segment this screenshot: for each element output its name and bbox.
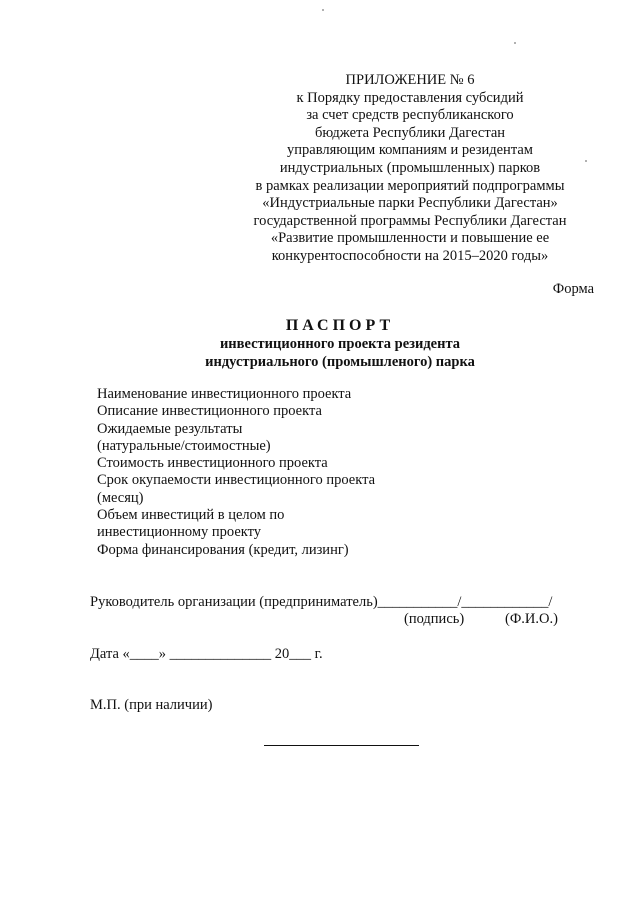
field-label: Стоимость инвестиционного проекта	[97, 455, 328, 472]
closing-divider	[264, 745, 419, 746]
appendix-line: бюджета Республики Дагестан	[314, 124, 506, 141]
passport-heading: ПАСПОРТ	[285, 317, 395, 334]
passport-subtitle-line1: инвестиционного проекта резидента	[219, 336, 461, 352]
appendix-line: ПРИЛОЖЕНИЕ № 6	[345, 72, 475, 88]
appendix-line: государственной программы Республики Дагестан	[253, 212, 567, 229]
field-label: Срок окупаемости инвестиционного проекта	[97, 472, 376, 489]
appendix-line: индустриальных (промышленных) парков	[279, 159, 541, 176]
signature-label-sign: (подпись)	[404, 611, 465, 627]
appendix-line: к Порядку предоставления субсидий	[296, 89, 524, 106]
field-label: Описание инвестиционного проекта	[97, 403, 322, 420]
appendix-line: управляющим компаниям и резидентам	[287, 142, 533, 159]
field-label: (месяц)	[97, 489, 144, 506]
appendix-line: «Развитие промышленности и повышение ее	[270, 230, 550, 247]
date-line: Дата «____» ______________ 20___ г.	[90, 646, 323, 662]
scan-speck	[585, 160, 587, 162]
signature-line: Руководитель организации (предприниматель)___________/____________/	[90, 594, 553, 610]
field-label: Наименование инвестиционного проекта	[97, 386, 352, 402]
passport-subtitle-line2: индустриального (промышленого) парка	[205, 353, 475, 370]
scan-speck	[322, 9, 324, 11]
appendix-line: в рамках реализации мероприятий подпрограммы	[255, 177, 565, 194]
signature-label-name: (Ф.И.О.)	[505, 611, 558, 627]
stamp-line: М.П. (при наличии)	[90, 697, 213, 713]
appendix-line: «Индустриальные парки Республики Дагестан»	[262, 195, 558, 212]
scan-speck	[514, 42, 516, 44]
appendix-line: конкурентоспособности на 2015–2020 годы»	[271, 247, 549, 264]
field-label: (натуральные/стоимостные)	[97, 437, 271, 454]
field-label: Форма финансирования (кредит, лизинг)	[97, 541, 349, 558]
field-label: инвестиционному проекту	[97, 524, 262, 541]
field-label: Ожидаемые результаты	[97, 420, 243, 437]
appendix-line: за счет средств республиканского	[306, 107, 514, 124]
form-label: Форма	[552, 281, 594, 297]
field-label: Объем инвестиций в целом по	[97, 507, 285, 524]
appendix-header	[230, 72, 590, 266]
project-fields-list	[97, 386, 375, 559]
passport-title	[0, 316, 640, 371]
